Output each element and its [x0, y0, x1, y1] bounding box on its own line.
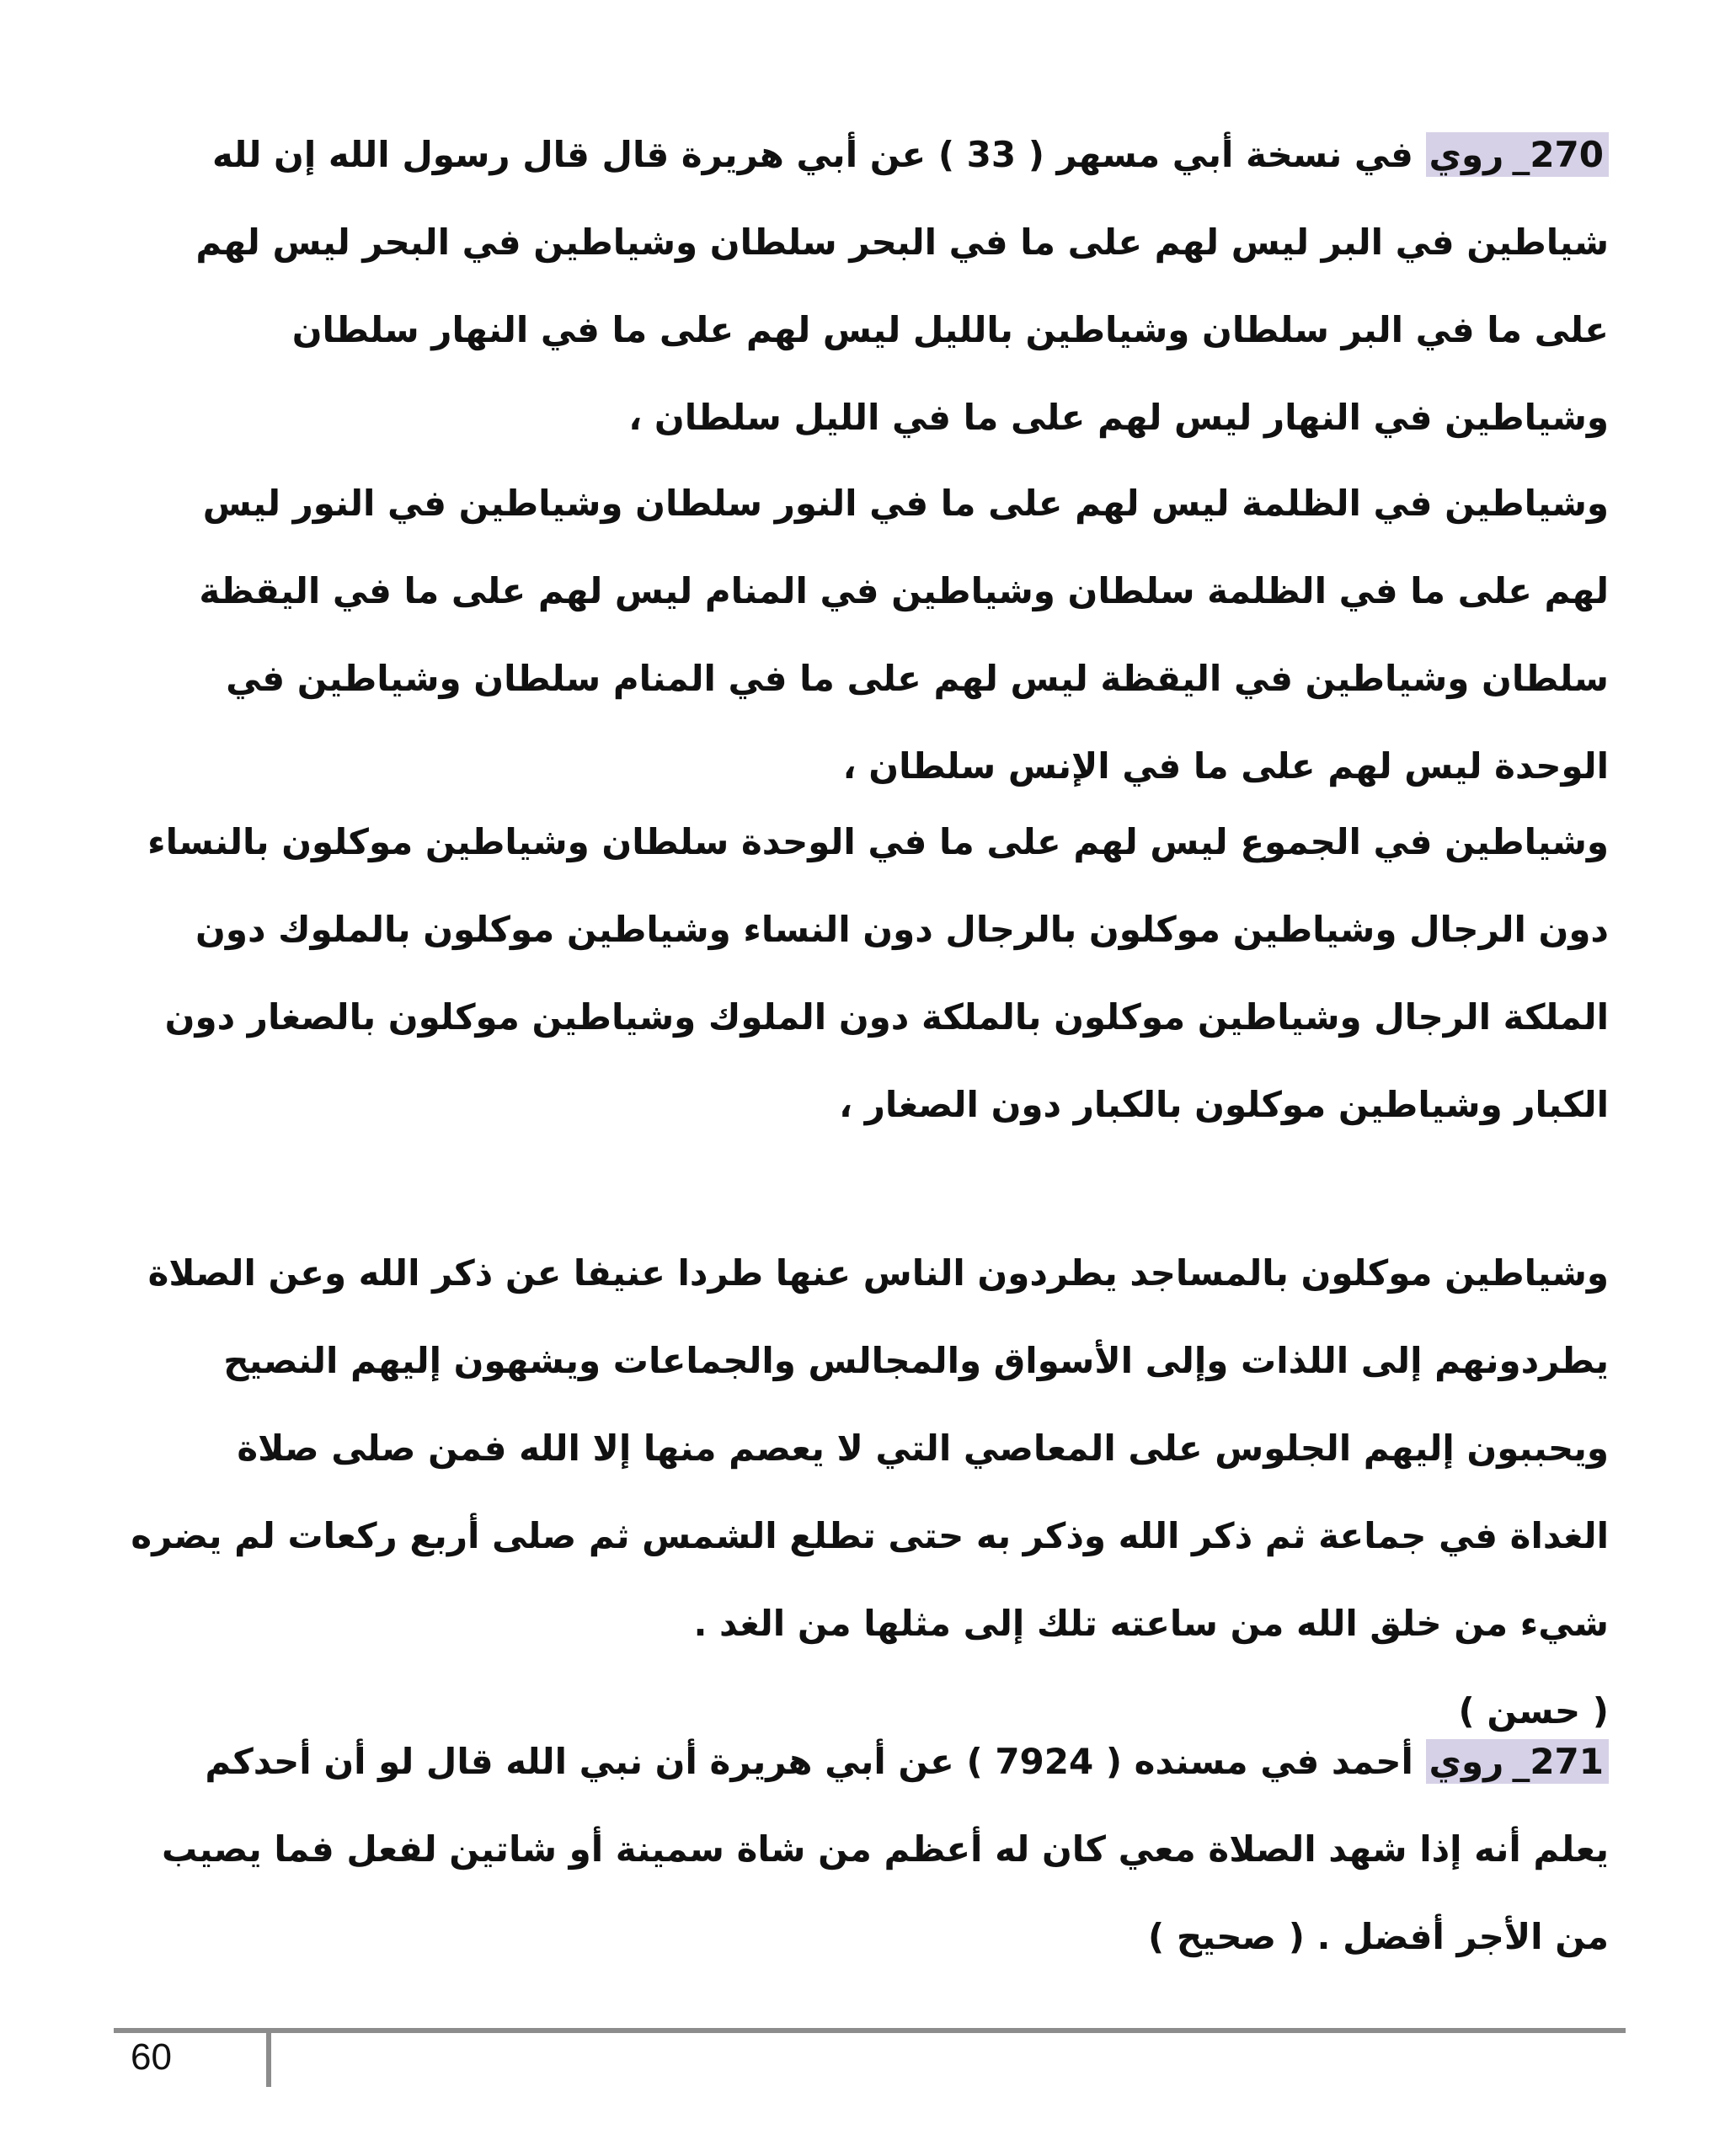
hadith-270-text-1: في نسخة أبي مسهر ( 33 ) عن أبي هريرة قال قال رسول الله إن لله شياطين في البر ليس لهم على ما في البحر سلطان وشياطين في البحر ليس لهم على ما في البر سلطان وشياطين بالليل ليس لهم على ما في النهار سلطان وشياطين في النهار ليس لهم على ما في الليل سلطان ، — [195, 134, 1609, 438]
hadith-270-paragraph-2 — [126, 460, 1609, 810]
narrated-label: روي — [1426, 132, 1508, 177]
hadith-270-paragraph-4 — [126, 1230, 1609, 1755]
page-number: 60 — [131, 2036, 172, 2078]
hadith-270-paragraph-3 — [126, 798, 1609, 1149]
narrated-label: روي — [1426, 1739, 1508, 1784]
footer-rule — [114, 2028, 1626, 2033]
hadith-270-paragraph-1 — [126, 111, 1609, 462]
hadith-number: 271_ — [1507, 1739, 1609, 1784]
hadith-270-text-3: وشياطين في الجموع ليس لهم على ما في الوحدة سلطان وشياطين موكلون بالنساء دون الرجال وشياطين موكلون بالرجال دون النساء وشياطين موكلون بالملوك دون الملكة الرجال وشياطين موكلون بالملكة دون الملوك وشياطين موكلون بالصغار دون الكبار وشياطين موكلون بالكبار دون الصغار ، — [147, 821, 1609, 1125]
hadith-270-text-4: وشياطين موكلون بالمساجد يطردون الناس عنها طردا عنيفا عن ذكر الله وعن الصلاة يطردونهم إلى اللذات وإلى الأسواق والمجالس والجماعات ويشهون إليهم النصيح ويحببون إليهم الجلوس على المعاصي التي لا يعصم منها إلا الله فمن صلى صلاة الغداة في جماعة ثم ذكر الله وذكر به حتى تطلع الشمس ثم صلى أربع ركعات لم يضره شيء من خلق الله من ساعته تلك إلى مثلها من الغد . — [131, 1252, 1609, 1644]
hadith-270-text-2: وشياطين في الظلمة ليس لهم على ما في النور سلطان وشياطين في النور ليس لهم على ما في الظلمة سلطان وشياطين في المنام ليس لهم على ما في اليقظة سلطان وشياطين في اليقظة ليس لهم على ما في المنام سلطان وشياطين في الوحدة ليس لهم على ما في الإنس سلطان ، — [199, 483, 1609, 787]
hadith-271-paragraph — [126, 1718, 1609, 1981]
hadith-number: 270_ — [1507, 132, 1609, 177]
hadith-271-text: أحمد في مسنده ( 7924 ) عن أبي هريرة أن نبي الله قال لو أن أحدكم يعلم أنه إذا شهد الصلاة معي كان له أعظم من شاة سمينة أو شاتين لفعل فما يصيب من الأجر أفضل . ( صحيح ) — [161, 1741, 1609, 1957]
hadith-270-grade: ( حسن ) — [1458, 1690, 1609, 1732]
footer-divider — [266, 2028, 271, 2087]
